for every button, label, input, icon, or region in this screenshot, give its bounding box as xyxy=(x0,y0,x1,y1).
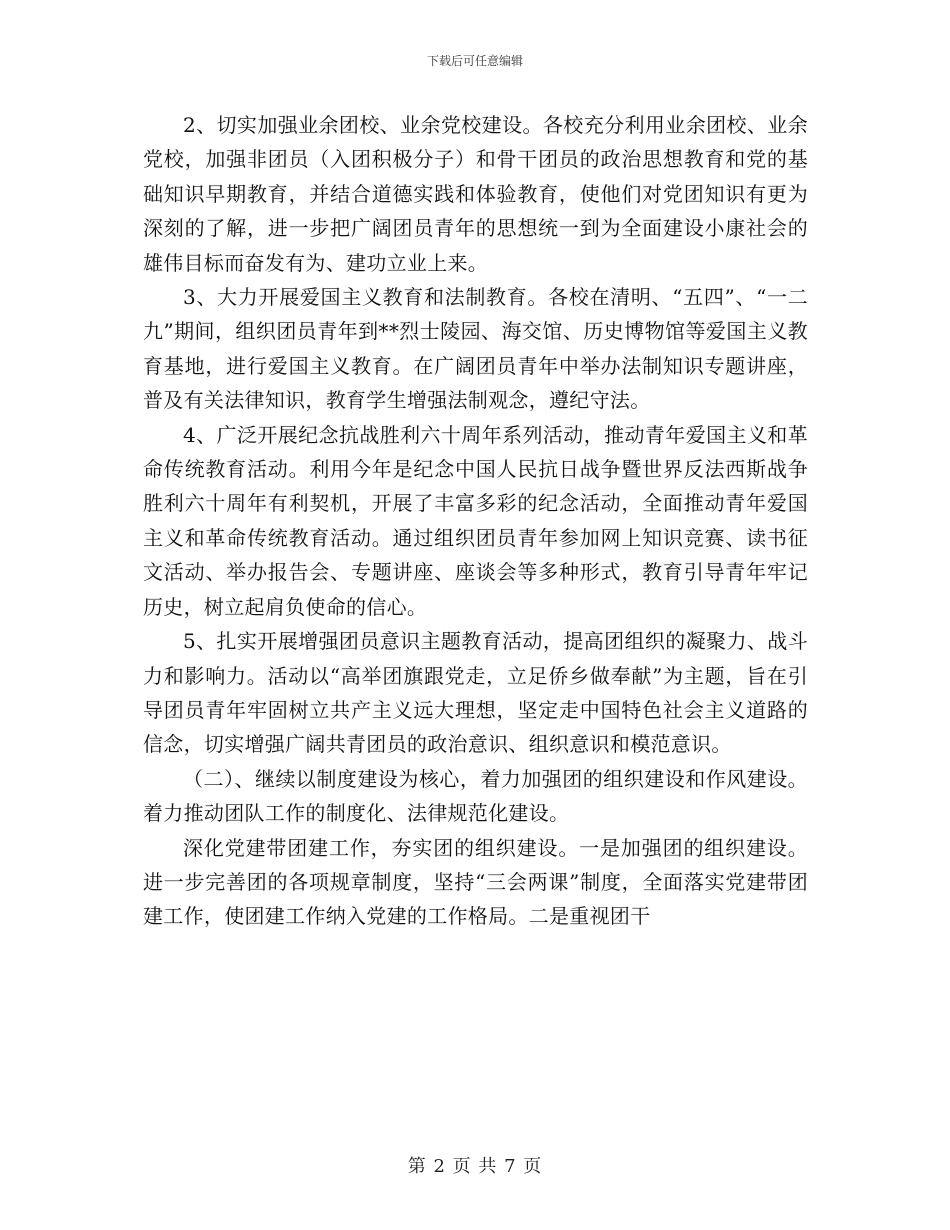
document-body xyxy=(143,108,808,934)
paragraph: 4、广泛开展纪念抗战胜利六十周年系列活动，推动青年爱国主义和革命传统教育活动。利用今年是纪念中国人民抗日战争暨世界反法西斯战争胜利六十周年有利契机，开展了丰富多彩的纪念活动，全面推动青年爱国主义和革命传统教育活动。通过组织团员青年参加网上知识竞赛、读书征文活动、举办报告会、专题讲座、座谈会等多种形式，教育引导青年牢记历史，树立起肩负使命的信心。 xyxy=(143,422,808,619)
section-heading-paragraph: （二）、继续以制度建设为核心，着力加强团的组织建设和作风建设。着力推动团队工作的制度化、法律规范化建设。 xyxy=(143,766,808,826)
page-header-note: 下载后可任意编辑 xyxy=(426,54,523,68)
paragraph: 5、扎实开展增强团员意识主题教育活动，提高团组织的凝聚力、战斗力和影响力。活动以“高举团旗跟党走，立足侨乡做奉献”为主题，旨在引导团员青年牢固树立共产主义远大理想，坚定走中国特色社会主义道路的信念，切实增强广阔共青团员的政治意识、组织意识和模范意识。 xyxy=(143,629,808,757)
page-number: 第 2 页 共 7 页 xyxy=(407,1156,543,1177)
paragraph: 3、大力开展爱国主义教育和法制教育。各校在清明、“五四”、“一二九”期间，组织团员青年到**烈士陵园、海交馆、历史博物馆等爱国主义教育基地，进行爱国主义教育。在广阔团员青年中举办法制知识专题讲座，普及有关法律知识，教育学生增强法制观念，遵纪守法。 xyxy=(143,285,808,413)
paragraph: 深化党建带团建工作，夯实团的组织建设。一是加强团的组织建设。进一步完善团的各项规章制度，坚持“三会两课”制度，全面落实党建带团建工作，使团建工作纳入党建的工作格局。二是重视团干 xyxy=(143,835,808,929)
paragraph: 2、切实加强业余团校、业余党校建设。各校充分利用业余团校、业余党校，加强非团员（入团积极分子）和骨干团员的政治思想教育和党的基础知识早期教育，并结合道德实践和体验教育，使他们对党团知识有更为深刻的了解，进一步把广阔团员青年的思想统一到为全面建设小康社会的雄伟目标而奋发有为、建功立业上来。 xyxy=(143,113,808,275)
